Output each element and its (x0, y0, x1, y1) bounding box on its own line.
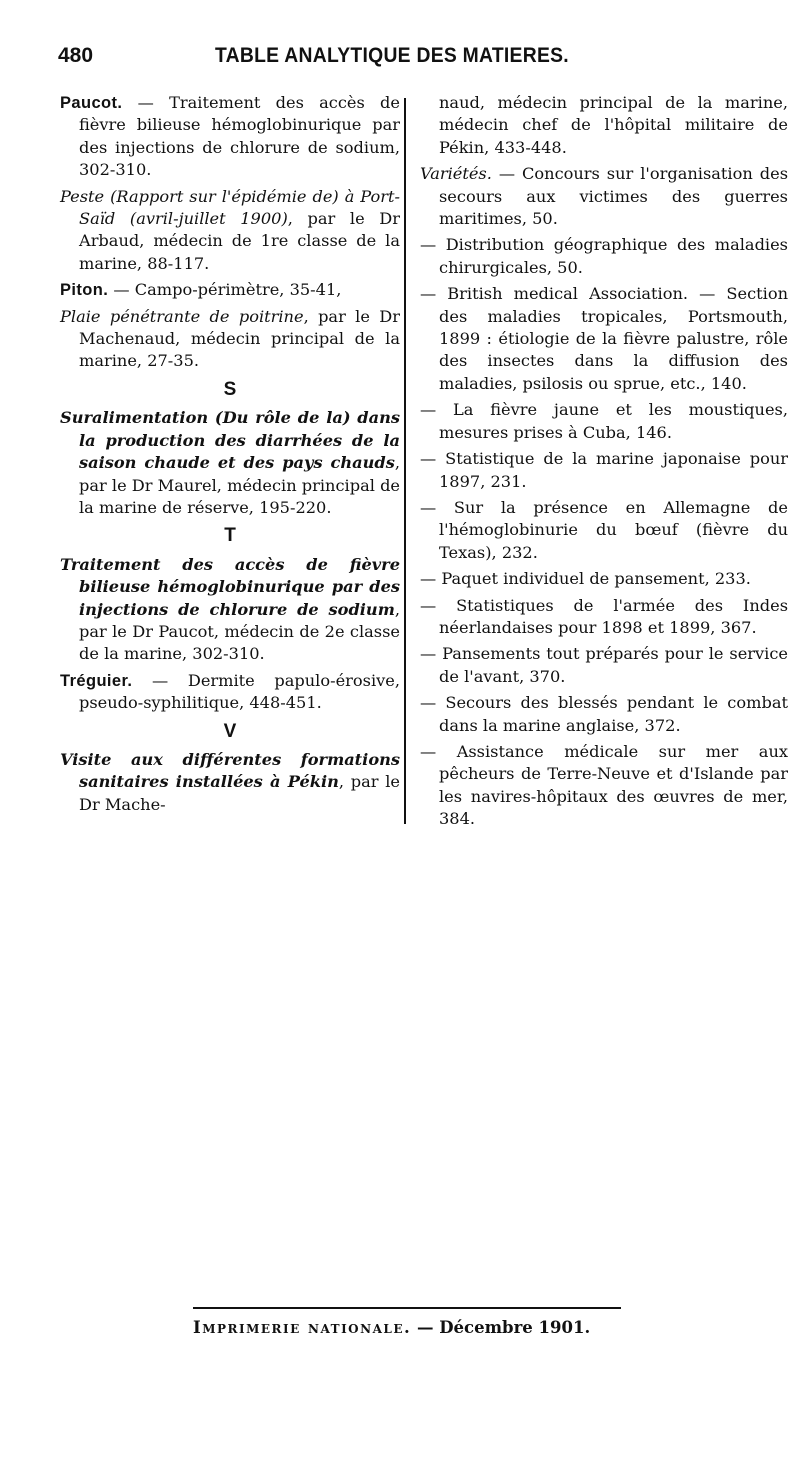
entry-title: Traitement des accès de fièvre bilieuse hémoglobinurique par des injections de chlorure de sodium (60, 554, 400, 619)
index-entry-visite (60, 749, 400, 816)
entry-text: — Concours sur l'organisation des secours aux victimes des guerres maritimes, 50. (439, 164, 788, 229)
entry-text: , par le Dr Machenaud, médecin principal de la marine, 27-35. (79, 306, 401, 371)
imprint-date: — Décembre 1901. (411, 1318, 591, 1337)
index-entry-paucot (60, 92, 400, 182)
entry-text: — Campo-périmètre, 35-41, (108, 280, 342, 300)
section-letter-s: S (223, 378, 237, 400)
section-letter-v: V (223, 720, 237, 742)
right-column (420, 92, 788, 835)
index-entry-piton (60, 279, 400, 301)
entry-text: , par le Dr Paucot, médecin de 2e classe de la marine, 302-310. (79, 599, 400, 664)
index-subentry: — Paquet individuel de pansement, 233. (420, 569, 751, 589)
footer-rule (193, 1307, 621, 1309)
entry-text: — Traitement des accès de fièvre bilieuse hémoglobinurique par des injections de chlorure de sodium, 302-310. (79, 93, 400, 180)
index-subentry: — Distribution géographique des maladies chirurgicales, 50. (420, 235, 788, 277)
entry-text: — Dermite papulo-érosive, pseudo-syphilitique, 448-451. (79, 670, 400, 713)
index-entry-treguier (60, 670, 400, 715)
entry-text: , par le Dr Maurel, médecin principal de la marine de réserve, 195-220. (79, 453, 401, 517)
index-entry-traitement (60, 554, 400, 666)
index-subentry: — Assistance médicale sur mer aux pêcheurs de Terre-Neuve et d'Islande par les navires-hôpitaux des œuvres de mer, 384. (420, 741, 788, 829)
index-entry-peste (60, 186, 400, 276)
entry-title: Variétés. (420, 164, 492, 184)
index-subentry: — British medical Association. — Section des maladies tropicales, Portsmouth, 1899 : étiologie de la fièvre palustre, rôle des insectes dans la diffusion des maladies, psilosis ou sprue, etc., 140. (420, 284, 788, 393)
entry-keyword: Paucot. (60, 94, 123, 112)
entry-text: , par le Dr Arbaud, médecin de 1re classe de la marine, 88-117. (79, 209, 400, 273)
index-entry-suralimentation (60, 407, 400, 519)
entry-title: Visite aux différentes formations sanitaires installées à Pékin (60, 749, 400, 792)
index-subentry: — Statistique de la marine japonaise pour 1897, 231. (420, 449, 788, 491)
entry-title: Plaie pénétrante de poitrine (60, 306, 304, 326)
imprint-line (193, 1318, 621, 1337)
index-subentry: — Statistiques de l'armée des Indes néerlandaises pour 1898 et 1899, 367. (420, 595, 788, 637)
page-header (58, 44, 600, 80)
running-title: TABLE ANALYTIQUE DES MATIERES. (215, 44, 569, 67)
entry-text: , par le Dr Mache- (79, 772, 400, 814)
index-entry-varietes (420, 163, 788, 230)
index-entry-visite-continued: naud, médecin principal de la marine, médecin chef de l'hôpital militaire de Pékin, 433-448. (439, 93, 788, 157)
index-subentry: — Sur la présence en Allemagne de l'hémoglobinurie du bœuf (fièvre du Texas), 232. (420, 497, 788, 562)
index-subentry: — La fièvre jaune et les moustiques, mesures prises à Cuba, 146. (420, 400, 788, 442)
section-letter-t: T (224, 525, 236, 547)
index-subentry: — Pansements tout préparés pour le service de l'avant, 370. (420, 644, 788, 686)
entry-title: Suralimentation (Du rôle de la) dans la production des diarrhées de la saison chaude et des pays chauds (60, 408, 400, 473)
index-subentry: — Secours des blessés pendant le combat dans la marine anglaise, 372. (420, 693, 788, 735)
left-column (60, 92, 400, 820)
entry-keyword: Piton. (60, 281, 109, 300)
imprint-house: Imprimerie nationale. (193, 1318, 412, 1337)
entry-keyword: Tréguier. (60, 671, 133, 690)
column-divider (404, 98, 406, 824)
entry-title: Peste (Rapport sur l'épidémie de) à Port-Saïd (avril-juillet 1900) (60, 186, 400, 229)
index-entry-plaie (60, 306, 400, 373)
page-number: 480 (58, 44, 94, 67)
